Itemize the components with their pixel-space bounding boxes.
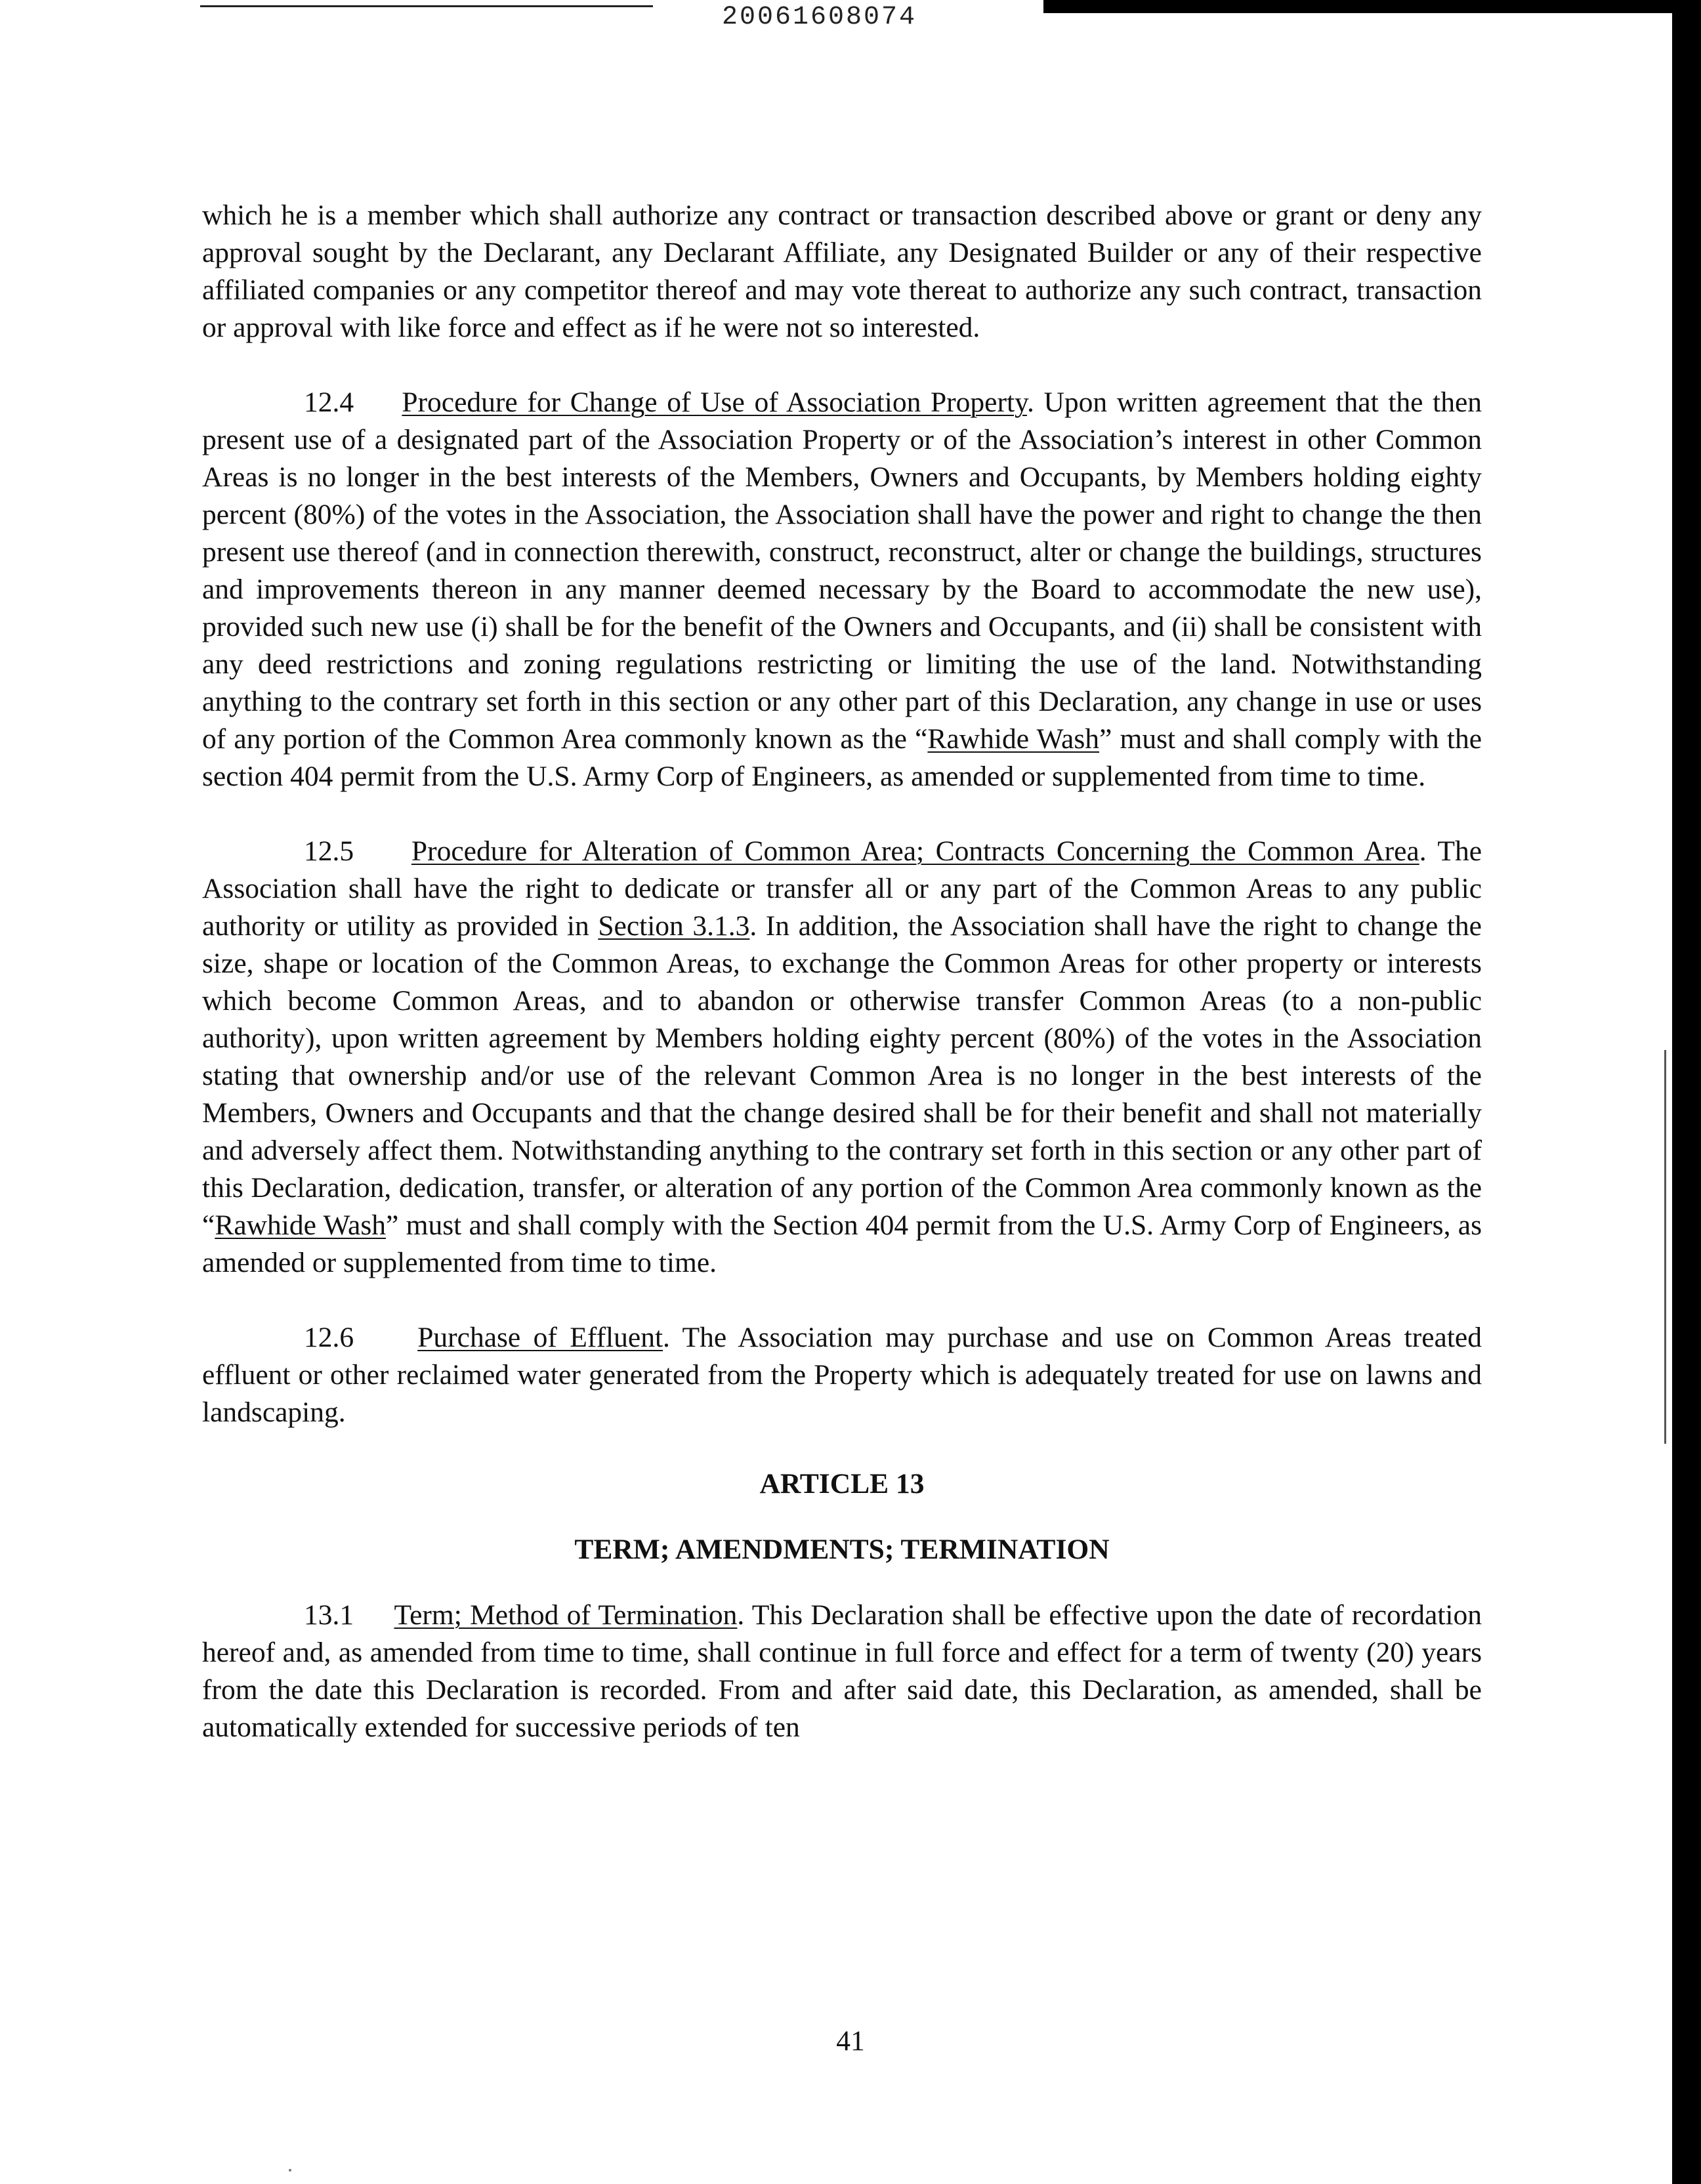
- top-scan-bar: [1043, 0, 1701, 13]
- article-subheading: TERM; AMENDMENTS; TERMINATION: [574, 1534, 1110, 1565]
- section-12-6: 12.6 Purchase of Effluent. The Association may purchase and use on Common Areas treated effluent or other reclaimed water generated from the Property which is adequately treated for use on lawns and landscaping.: [202, 1322, 1482, 1428]
- section-number: 12.6: [304, 1322, 354, 1353]
- section-13-1: 13.1 Term; Method of Termination. This Declaration shall be effective upon the date of recordation hereof and, as amended from time to time, shall continue in full force and effect for a term of twenty (20) years from the date this Declaration is recorded. From and after said date, this Declaration, as amended, shall be automatically extended for successive periods of ten: [202, 1599, 1482, 1743]
- section-number: 12.4: [304, 387, 354, 418]
- section-reference: Section 3.1.3: [598, 910, 750, 942]
- section-title: Term; Method of Termination: [394, 1599, 738, 1631]
- rawhide-wash-term: Rawhide Wash: [215, 1209, 387, 1241]
- article-heading: ARTICLE 13: [759, 1468, 925, 1500]
- section-12-5: 12.5 Procedure for Alteration of Common Area; Contracts Concerning the Common Area. The Association shall have the right to dedicate or transfer all or any part of the Common Areas to any public authority or utility as provided in Section 3.1.3. In addition, the Association shall have the right to change the size, shape or location of the Common Areas, to exchange the Common Areas for other property or interests which become Common Areas, and to abandon or otherwise transfer Common Areas (to a non-public authority), upon written agreement by Members holding eighty percent (80%) of the votes in the Association stating that ownership and/or use of the relevant Common Area is no longer in the best interests of the Members, Owners and Occupants and that the change desired shall be for their benefit and shall not materially and adversely affect them. Notwithstanding anything to the contrary set forth in this section or any other part of this Declaration, dedication, transfer, or alteration of any portion of the Common Area commonly known as the “Rawhide Wash” must and shall comply with the Section 404 permit from the U.S. Army Corp of Engineers, as amended or supplemented from time to time.: [202, 835, 1482, 1278]
- scan-edge-right: [1672, 13, 1701, 2184]
- section-title: Procedure for Change of Use of Association Property: [402, 387, 1027, 418]
- rawhide-wash-term: Rawhide Wash: [927, 723, 1100, 755]
- scan-edge-line: [1664, 1050, 1666, 1444]
- document-number-stamp: 20061608074: [722, 3, 917, 32]
- section-title: Procedure for Alteration of Common Area; Contracts Concerning the Common Area: [411, 835, 1419, 867]
- scan-speck: [289, 2169, 291, 2172]
- paragraph-continuation: which he is a member which shall authorize any contract or transaction described above or grant or deny any approval sought by the Declarant, any Declarant Affiliate, any Designated Builder or any of their respective affiliated companies or any competitor thereof and may vote thereat to authorize any such contract, transaction or approval with like force and effect as if he were not so interested.: [202, 200, 1482, 343]
- section-number: 12.5: [304, 835, 354, 867]
- document-page: [202, 197, 1482, 1746]
- section-12-4: 12.4 Procedure for Change of Use of Association Property. Upon written agreement that the then present use of a designated part of the Association Property or of the Association’s interest in other Common Areas is no longer in the best interests of the Members, Owners and Occupants, by Members holding eighty percent (80%) of the votes in the Association, the Association shall have the power and right to change the then present use thereof (and in connection therewith, construct, reconstruct, alter or change the buildings, structures and improvements thereon in any manner deemed necessary by the Board to accommodate the new use), provided such new use (i) shall be for the benefit of the Owners and Occupants, and (ii) shall be consistent with any deed restrictions and zoning regulations restricting or limiting the use of the land. Notwithstanding anything to the contrary set forth in this section or any other part of this Declaration, any change in use or uses of any portion of the Common Area commonly known as the “Rawhide Wash” must and shall comply with the section 404 permit from the U.S. Army Corp of Engineers, as amended or supplemented from time to time.: [202, 387, 1482, 792]
- top-rule-left: [200, 5, 653, 7]
- section-number: 13.1: [304, 1599, 354, 1631]
- page-number: 41: [836, 2025, 865, 2057]
- section-title: Purchase of Effluent: [417, 1322, 663, 1353]
